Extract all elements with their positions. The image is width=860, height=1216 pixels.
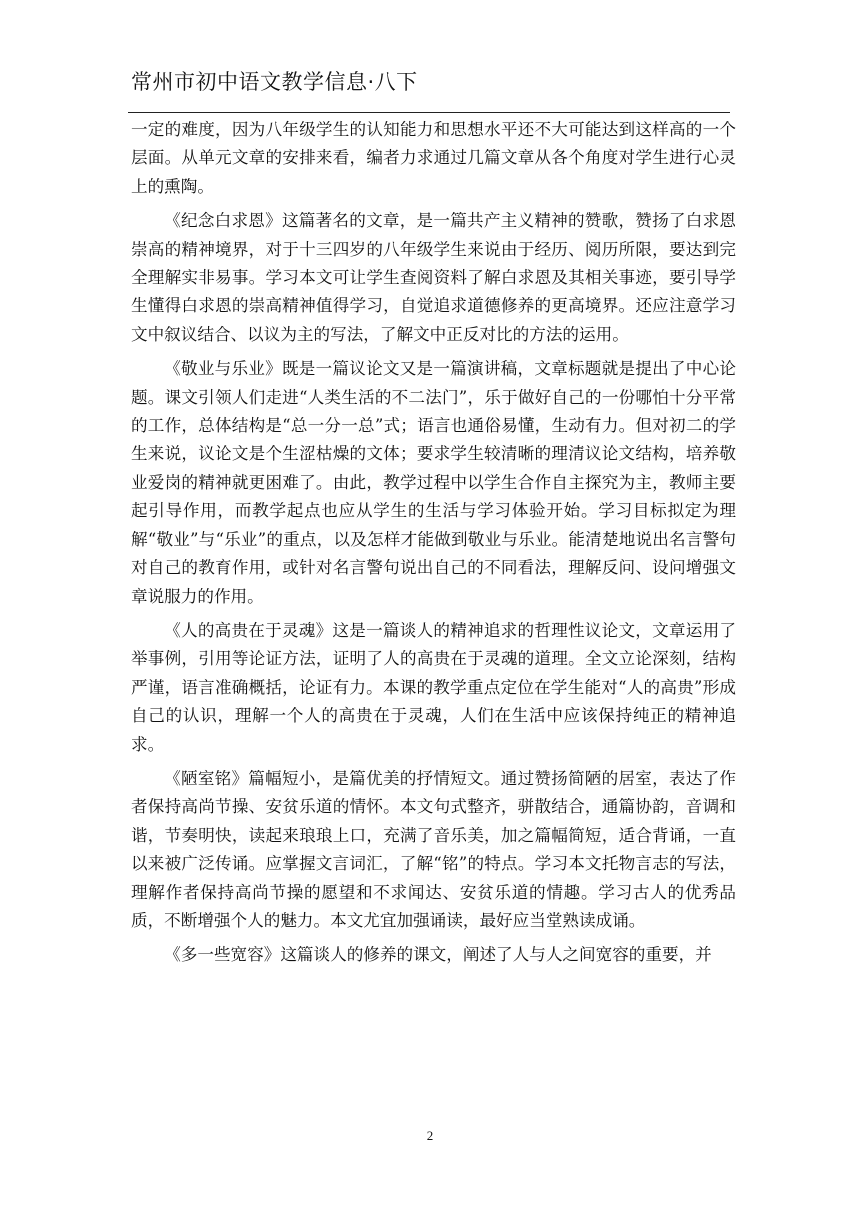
body-text — [131, 116, 736, 970]
header-divider — [128, 112, 730, 113]
paragraph-jingye-yu-leye: 《敬业与乐业》既是一篇议论文又是一篇演讲稿，文章标题就是提出了中心论题。课文引领人们走进“人类生活的不二法门”，乐于做好自己的一份哪怕十分平常的工作，总体结构是“总一分一总”式；语言也通俗易懂，生动有力。但对初二的学生来说，议论文是个生涩枯燥的文体；要求学生较清晰的理清议论文结构，培养敬业爱岗的精神就更困难了。由此，教学过程中以学生合作自主探究为主，教师主要起引导作用，而教学起点也应从学生的生活与学习体验开始。学习目标拟定为理解“敬业”与“乐业”的重点，以及怎样才能做到敬业与乐业。能清楚地说出名言警句对自己的教育作用，或针对名言警句说出自己的不同看法，理解反问、设问增强文章说服力的作用。 — [131, 359, 736, 606]
running-header-title: 常州市初中语文教学信息·八下 — [131, 70, 418, 94]
paragraph-ren-de-gaogui: 《人的高贵在于灵魂》这是一篇谈人的精神追求的哲理性议论文，文章运用了举事例，引用等论证方法，证明了人的高贵在于灵魂的道理。全文立论深刻，结构严谨，语言准确概括，论证有力。本课的教学重点定位在学生能对“人的高贵”形成自己的认识，理解一个人的高贵在于灵魂，人们在生活中应该保持纯正的精神追求。 — [131, 620, 736, 754]
paragraph-duo-yixie-kuanrong: 《多一些宽容》这篇谈人的修养的课文，阐述了人与人之间宽容的重要，并 — [164, 945, 712, 965]
page-number: 2 — [426, 1128, 434, 1143]
paragraph-jinian-baiqiuen: 《纪念白求恩》这篇著名的文章，是一篇共产主义精神的赞歌，赞扬了白求恩崇高的精神境界，对于十三四岁的八年级学生来说由于经历、阅历所限，要达到完全理解实非易事。学习本文可让学生查阅资料了解白求恩及其相关事迹，要引导学生懂得白求恩的崇高精神值得学习，自觉追求道德修养的更高境界。还应注意学习文中叙议结合、以议为主的写法，了解文中正反对比的方法的运用。 — [131, 211, 736, 344]
paragraph-loushiming: 《陋室铭》篇幅短小，是篇优美的抒情短文。通过赞扬简陋的居室，表达了作者保持高尚节操、安贫乐道的情怀。本文句式整齐，骈散结合，通篇协韵，音调和谐，节奏明快，读起来琅琅上口，充满了音乐美，加之篇幅简短，适合背诵，一直以来被广泛传诵。应掌握文言词汇，了解“铭”的特点。学习本文托物言志的写法，理解作者保持高尚节操的愿望和不求闻达、安贫乐道的情趣。学习古人的优秀品质，不断增强个人的魅力。本文尤宜加强诵读，最好应当堂熟读成诵。 — [131, 768, 736, 930]
paragraph-continuation: 一定的难度，因为八年级学生的认知能力和思想水平还不大可能达到这样高的一个层面。从单元文章的安排来看，编者力求通过几篇文章从各个角度对学生进行心灵上的熏陶。 — [131, 120, 736, 196]
